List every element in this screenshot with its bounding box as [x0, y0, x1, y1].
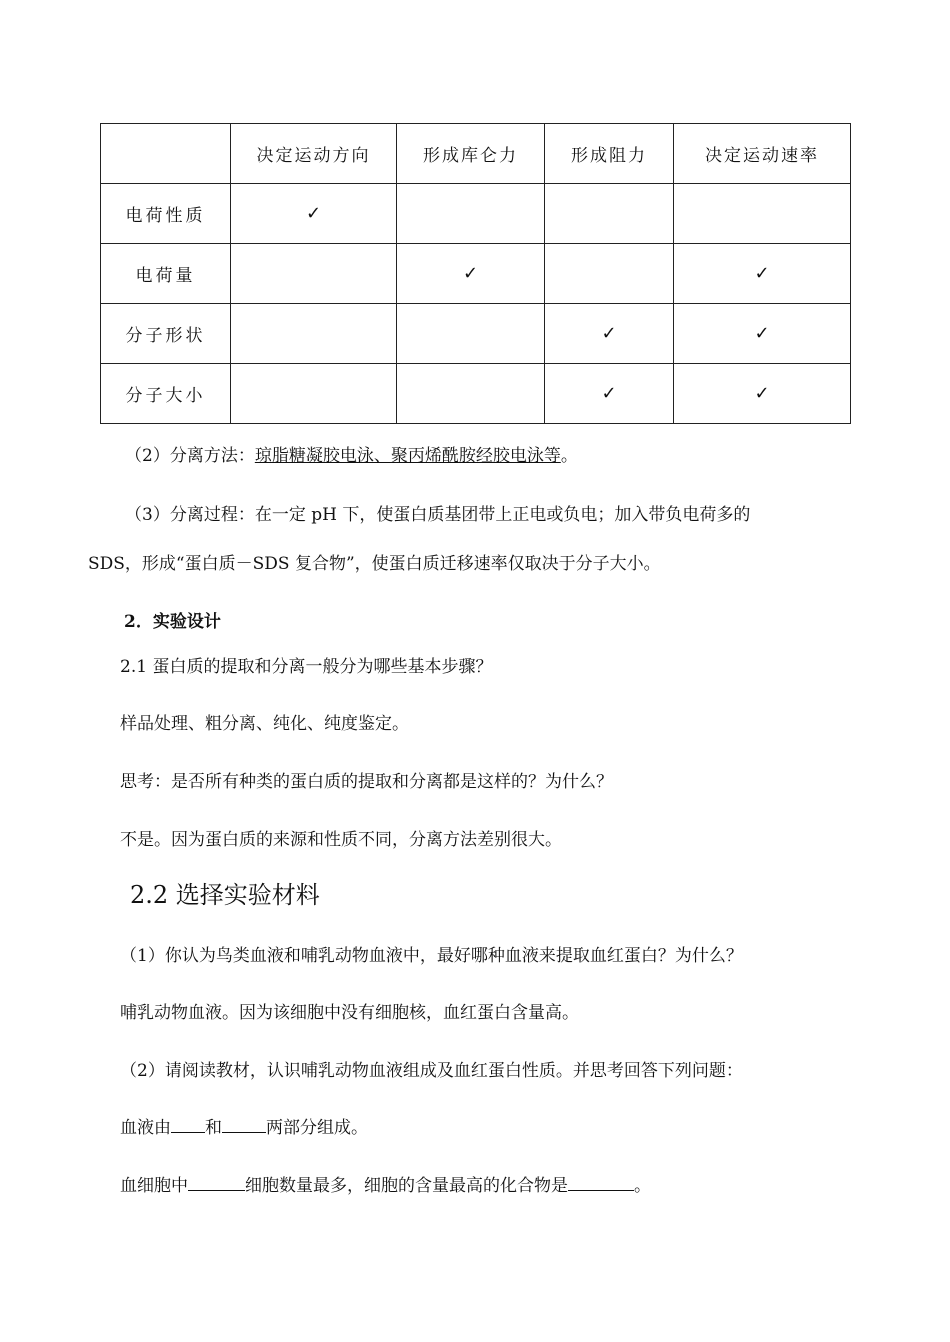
table-cell — [545, 244, 674, 304]
section-heading-select-material: 2.2 选择实验材料 — [130, 881, 320, 909]
table-row — [101, 244, 851, 304]
fill-text: 血液由 — [120, 1118, 171, 1138]
table-cell — [231, 364, 397, 424]
table-cell: ✓ — [545, 304, 674, 364]
table-cell — [674, 184, 851, 244]
think-answer: 不是。因为蛋白质的来源和性质不同，分离方法差别很大。 — [120, 830, 562, 850]
table-cell: ✓ — [545, 364, 674, 424]
table-row — [101, 304, 851, 364]
table-corner-cell — [101, 124, 231, 184]
table-cell — [231, 244, 397, 304]
table-cell: ✓ — [674, 244, 851, 304]
fill-text: 和 — [205, 1118, 222, 1138]
column-header: 形成阻力 — [545, 124, 674, 184]
column-header: 决定运动速率 — [674, 124, 851, 184]
table-cell: ✓ — [397, 244, 545, 304]
answer-blank[interactable] — [568, 1174, 634, 1191]
table-cell: ✓ — [231, 184, 397, 244]
table-cell — [397, 184, 545, 244]
fill-text: 细胞数量最多，细胞的含量最高的化合物是 — [245, 1176, 568, 1196]
separation-process-line-1: （3）分离过程：在一定 pH 下，使蛋白质基团带上正电或负电；加入带负电荷多的 — [125, 505, 751, 525]
comparison-table — [100, 123, 851, 424]
answer-blank[interactable] — [188, 1174, 245, 1191]
question-material-1: （1）你认为鸟类血液和哺乳动物血液中，最好哪种血液来提取血红蛋白？为什么？ — [120, 946, 743, 966]
table-cell — [397, 364, 545, 424]
table-cell — [397, 304, 545, 364]
fill-text: 。 — [634, 1176, 651, 1196]
fill-blank-blood-cells — [120, 1171, 651, 1196]
method-answer: 琼脂糖凝胶电泳、聚丙烯酰胺经胶电泳等 — [254, 446, 561, 466]
method-suffix: 。 — [560, 446, 578, 466]
think-question: 思考：是否所有种类的蛋白质的提取和分离都是这样的？为什么？ — [120, 772, 613, 792]
table-row — [101, 184, 851, 244]
question-material-2: （2）请阅读教材，认识哺乳动物血液组成及血红蛋白性质。并思考回答下列问题： — [120, 1061, 743, 1081]
method-prefix: （2）分离方法： — [125, 446, 255, 466]
table-row — [101, 364, 851, 424]
answer-blank[interactable] — [171, 1116, 205, 1133]
fill-text: 血细胞中 — [120, 1176, 188, 1196]
table-cell — [231, 304, 397, 364]
table-cell: ✓ — [674, 304, 851, 364]
separation-process-line-2: SDS，形成“蛋白质－SDS 复合物”，使蛋白质迁移速率仅取决于分子大小。 — [88, 554, 661, 574]
answer-2-1: 样品处理、粗分离、纯化、纯度鉴定。 — [120, 714, 409, 734]
question-2-1: 2.1 蛋白质的提取和分离一般分为哪些基本步骤？ — [120, 657, 493, 677]
table-cell: ✓ — [674, 364, 851, 424]
answer-material-1: 哺乳动物血液。因为该细胞中没有细胞核，血红蛋白含量高。 — [120, 1003, 579, 1023]
row-header: 分子大小 — [101, 364, 231, 424]
column-header: 决定运动方向 — [231, 124, 397, 184]
table-header-row — [101, 124, 851, 184]
row-header: 电荷性质 — [101, 184, 231, 244]
answer-blank[interactable] — [222, 1116, 266, 1133]
separation-method-paragraph — [125, 441, 578, 466]
fill-text: 两部分组成。 — [266, 1118, 368, 1138]
row-header: 分子形状 — [101, 304, 231, 364]
table-cell — [545, 184, 674, 244]
column-header: 形成库仑力 — [397, 124, 545, 184]
row-header: 电荷量 — [101, 244, 231, 304]
section-heading-experiment-design: 2．实验设计 — [124, 612, 221, 632]
fill-blank-blood-composition — [120, 1113, 368, 1138]
